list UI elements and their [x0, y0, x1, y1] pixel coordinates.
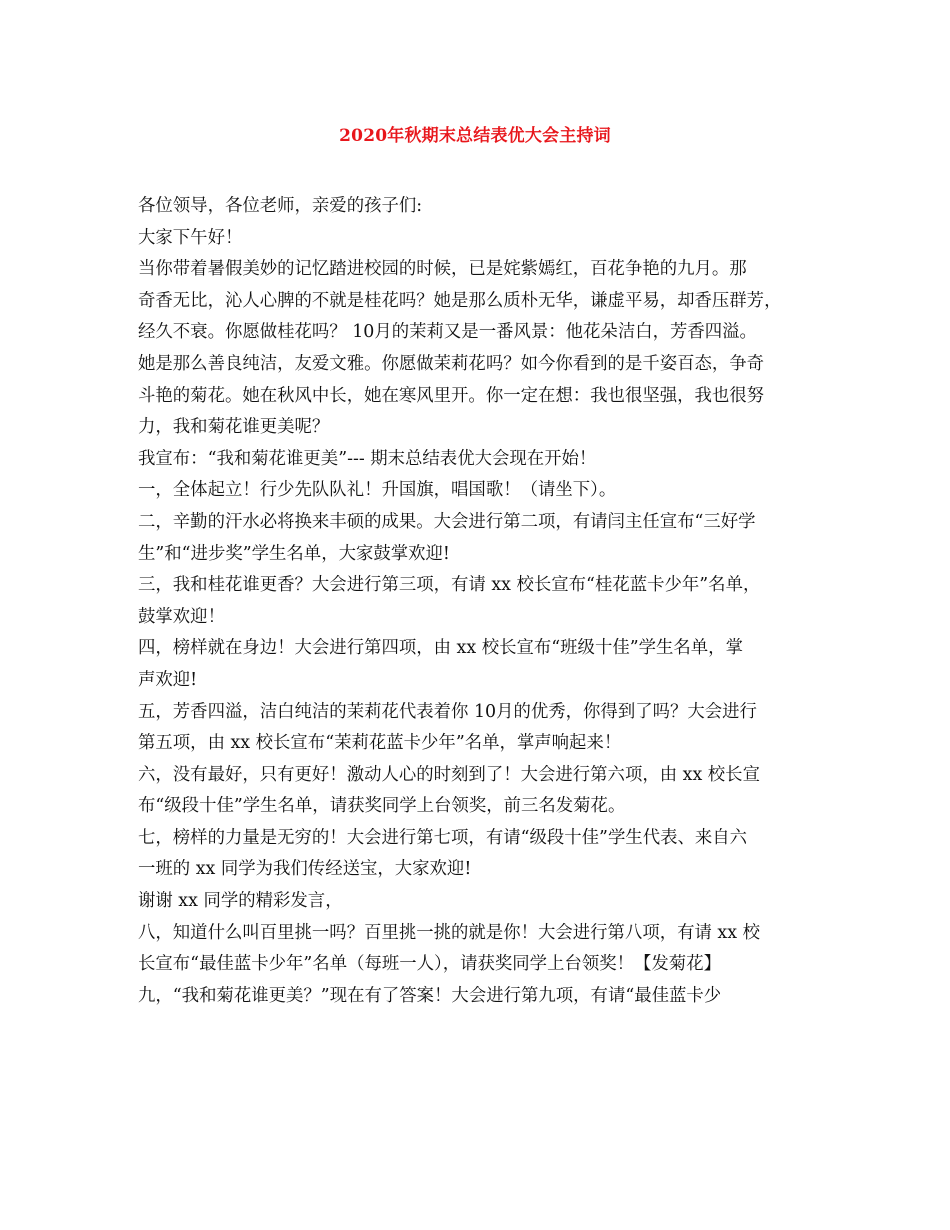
paragraph-line: 七，榜样的力量是无穷的！大会进行第七项，有请“级段十佳”学生代表、来自六 [138, 827, 748, 848]
paragraph-line: 布“级段十佳”学生名单，请获奖同学上台领奖，前三名发菊花。 [138, 796, 626, 817]
paragraph-line: 二，辛勤的汗水必将换来丰硕的成果。大会进行第二项，有请闫主任宣布“三好学 [138, 511, 756, 532]
paragraph-line: 经久不衰。你愿做桂花吗？ 10月的茉莉又是一番风景：他花朵洁白，芳香四溢。 [138, 322, 757, 343]
paragraph-line: 斗艳的菊花。她在秋风中长，她在寒风里开。你一定在想：我也很坚强，我也很努 [138, 385, 765, 406]
paragraph-line: 第五项，由 xx 校长宣布“茉莉花蓝卡少年”名单，掌声响起来！ [138, 733, 622, 754]
paragraph-line: 她是那么善良纯洁，友爱文雅。你愿做茉莉花吗？如今你看到的是千姿百态，争奇 [138, 353, 765, 374]
paragraph-line: 鼓掌欢迎！ [138, 606, 225, 627]
paragraph-line: 六，没有最好，只有更好！激动人心的时刻到了！大会进行第六项，由 xx 校长宣 [138, 764, 760, 785]
paragraph-line: 力，我和菊花谁更美呢？ [138, 417, 330, 438]
paragraph-line: 生”和“进步奖”学生名单，大家鼓掌欢迎! [138, 543, 450, 564]
paragraph-line: 奇香无比，沁人心脾的不就是桂花吗？她是那么质朴无华，谦虚平易，却香压群芳， [138, 290, 782, 311]
document-body [138, 191, 828, 1012]
paragraph-line: 九，“我和菊花谁更美？”现在有了答案！大会进行第九项，有请“最佳蓝卡少 [138, 985, 722, 1006]
paragraph-line: 一班的 xx 同学为我们传经送宝，大家欢迎! [138, 859, 472, 880]
paragraph-line: 长宣布“最佳蓝卡少年”名单（每班一人），请获奖同学上台领奖！【发菊花】 [138, 954, 721, 975]
paragraph-line: 谢谢 xx 同学的精彩发言， [138, 891, 343, 912]
paragraph-line: 三，我和桂花谁更香？大会进行第三项，有请 xx 校长宣布“桂花蓝卡少年”名单， [138, 575, 761, 596]
paragraph-line: 一，全体起立！行少先队队礼！升国旗，唱国歌！（请坐下）。 [138, 480, 617, 501]
paragraph-line: 声欢迎! [138, 669, 198, 690]
page-title: 2020年秋期末总结表优大会主持词 [339, 126, 611, 146]
paragraph-line: 各位领导，各位老师，亲爱的孩子们: [138, 196, 423, 216]
paragraph-line: 当你带着暑假美妙的记忆踏进校园的时候，已是姹紫嫣红，百花争艳的九月。那 [138, 259, 747, 280]
paragraph-line: 八，知道什么叫百里挑一吗？百里挑一挑的就是你！大会进行第八项，有请 xx 校 [138, 922, 760, 943]
paragraph-line: 四，榜样就在身边！大会进行第四项，由 xx 校长宣布“班级十佳”学生名单，掌 [138, 638, 743, 659]
paragraph-line: 我宣布：“我和菊花谁更美”--- 期末总结表优大会现在开始！ [138, 448, 597, 469]
paragraph-line: 大家下午好！ [138, 227, 243, 248]
paragraph-line: 五，芳香四溢，洁白纯洁的茉莉花代表着你 10月的优秀，你得到了吗？大会进行 [138, 701, 757, 722]
